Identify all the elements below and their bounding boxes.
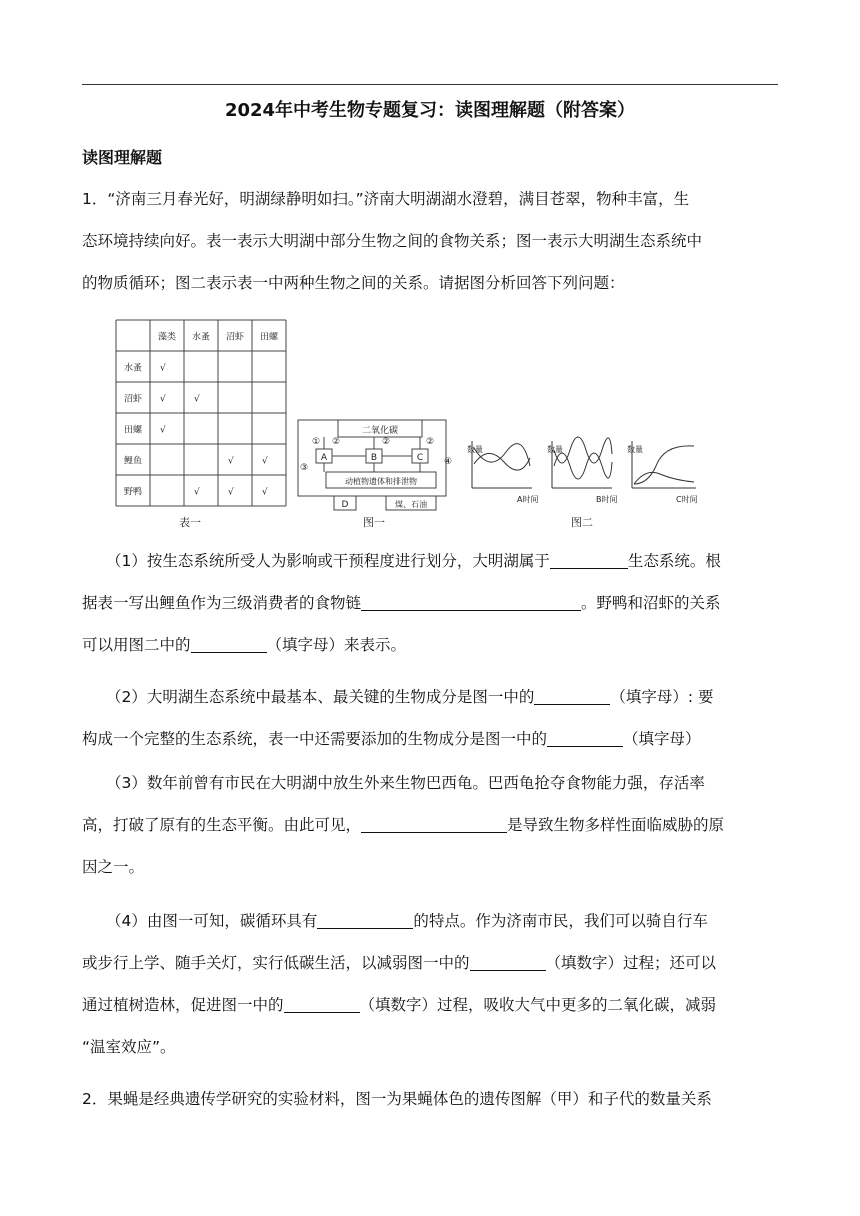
figure2-caption: 图二 bbox=[571, 516, 593, 529]
text-run: 或步行上学、随手关灯，实行低碳生活，以减弱图一中的 bbox=[82, 954, 470, 972]
text-run: 的特点。作为济南市民，我们可以骑自行车 bbox=[413, 912, 708, 930]
table-cell-check: √ bbox=[194, 487, 200, 498]
text-line: 1．“济南三月春光好，明湖绿静明如扫。”济南大明湖湖水澄碧，满目苍翠，物种丰富，生 bbox=[82, 190, 690, 208]
node-a: A bbox=[320, 453, 328, 463]
table-row-header: 野鸭 bbox=[123, 487, 143, 498]
answer-blank[interactable] bbox=[191, 634, 267, 653]
table-cell-check: √ bbox=[160, 363, 166, 374]
table-cell-check: √ bbox=[194, 394, 200, 405]
text-line bbox=[82, 718, 782, 760]
graph-b-ylabel: 数量 bbox=[547, 445, 563, 454]
text-line bbox=[82, 804, 782, 846]
co2-label: 二氧化碳 bbox=[361, 426, 399, 436]
process-label: ② bbox=[332, 437, 341, 447]
text-line: （3）数年前曾有市民在大明湖中放生外来生物巴西龟。巴西龟抢夺食物能力强，存活率 bbox=[106, 774, 705, 792]
page-title: 2024年中考生物专题复习：读图理解题（附答案） bbox=[224, 100, 636, 121]
text-line: 因之一。 bbox=[82, 858, 145, 876]
question-2-intro bbox=[82, 1078, 782, 1120]
process-label: ② bbox=[382, 437, 391, 447]
answer-blank[interactable] bbox=[317, 910, 413, 929]
fossil-label: 煤、石油 bbox=[395, 500, 427, 509]
text-line bbox=[82, 540, 782, 582]
text-run: 构成一个完整的生态系统，表一中还需要添加的生物成分是图一中的 bbox=[82, 730, 548, 748]
text-line bbox=[82, 676, 782, 718]
text-run: （1）按生态系统所受人为影响或干预程度进行划分，大明湖属于 bbox=[106, 552, 550, 570]
text-line bbox=[82, 984, 782, 1026]
text-run: （2）大明湖生态系统中最基本、最关键的生物成分是图一中的 bbox=[106, 688, 535, 706]
table-row-header: 沼虾 bbox=[123, 394, 143, 405]
text-run: 据表一写出鲤鱼作为三级消费者的食物链 bbox=[82, 594, 362, 612]
food-table bbox=[116, 320, 286, 506]
process-label: ③ bbox=[300, 463, 309, 473]
text-run: （填数字）过程，吸收大气中更多的二氧化碳，减弱 bbox=[359, 996, 717, 1014]
text-run: （填字母）来表示。 bbox=[266, 636, 407, 654]
node-c: C bbox=[416, 453, 424, 463]
table-row-header: 鲤鱼 bbox=[123, 456, 143, 467]
text-run: （4）由图一可知，碳循环具有 bbox=[106, 912, 318, 930]
graph-c-ylabel: 数量 bbox=[627, 445, 643, 454]
graph-b-label: B时间 bbox=[596, 495, 618, 504]
relation-graphs bbox=[472, 437, 696, 488]
table-column-header: 藻类 bbox=[157, 332, 177, 343]
text-line bbox=[82, 942, 782, 984]
node-b: B bbox=[370, 453, 378, 463]
text-run: 高，打破了原有的生态平衡。由此可见， bbox=[82, 816, 362, 834]
header-rule bbox=[82, 84, 778, 85]
answer-blank[interactable] bbox=[534, 686, 610, 705]
table-column-header: 水蚤 bbox=[191, 332, 211, 343]
table-cell-check: √ bbox=[160, 394, 166, 405]
process-label: ① bbox=[312, 437, 321, 447]
question-1-intro bbox=[82, 178, 782, 304]
figure-svg bbox=[112, 316, 722, 536]
question-1-part-2 bbox=[82, 676, 782, 760]
table-caption: 表一 bbox=[179, 516, 201, 529]
text-line: 的物质循环；图二表示表一中两种生物之间的关系。请据图分析回答下列问题： bbox=[82, 274, 625, 292]
table-row-header: 田螺 bbox=[123, 425, 143, 436]
table-column-header: 田螺 bbox=[259, 332, 279, 343]
question-1-part-3 bbox=[82, 762, 782, 888]
table-cell-check: √ bbox=[228, 487, 234, 498]
text-run: 可以用图二中的 bbox=[82, 636, 191, 654]
text-run: 是导致生物多样性面临威胁的原 bbox=[507, 816, 725, 834]
text-line: “温室效应”。 bbox=[82, 1038, 176, 1056]
process-label: ② bbox=[426, 437, 435, 447]
answer-blank[interactable] bbox=[284, 994, 360, 1013]
node-d: D bbox=[341, 500, 349, 510]
text-line bbox=[82, 582, 782, 624]
text-run: 。野鸭和沼虾的关系 bbox=[581, 594, 721, 612]
answer-blank[interactable] bbox=[547, 728, 623, 747]
answer-blank[interactable] bbox=[361, 814, 507, 833]
table-row-header: 水蚤 bbox=[123, 363, 143, 374]
text-run: 生态系统。根 bbox=[627, 552, 721, 570]
process-label: ④ bbox=[444, 457, 453, 467]
text-line: 2．果蝇是经典遗传学研究的实验材料，图一为果蝇体色的遗传图解（甲）和子代的数量关系 bbox=[82, 1090, 712, 1108]
text-line bbox=[82, 900, 782, 942]
table-column-header: 沼虾 bbox=[225, 332, 245, 343]
graph-a-label: A时间 bbox=[517, 495, 539, 504]
text-run: 通过植树造林，促进图一中的 bbox=[82, 996, 284, 1014]
question-1-part-1 bbox=[82, 540, 782, 666]
answer-blank[interactable] bbox=[550, 550, 628, 569]
graph-a-ylabel: 数量 bbox=[467, 445, 483, 454]
answer-blank[interactable] bbox=[361, 592, 581, 611]
answer-blank[interactable] bbox=[470, 952, 546, 971]
figure1-caption: 图一 bbox=[363, 516, 385, 529]
text-run: （填字母） bbox=[623, 730, 701, 748]
table-cell-check: √ bbox=[262, 456, 268, 467]
table-cell-check: √ bbox=[160, 425, 166, 436]
table-cell-check: √ bbox=[262, 487, 268, 498]
text-run: （填字母）: 要 bbox=[610, 688, 714, 706]
text-line bbox=[82, 624, 782, 666]
question-1-part-4 bbox=[82, 900, 782, 1068]
table-cell-check: √ bbox=[228, 456, 234, 467]
section-heading: 读图理解题 bbox=[82, 148, 163, 167]
graph-c-label: C时间 bbox=[676, 495, 698, 504]
remains-label: 动植物遗体和排泄物 bbox=[345, 477, 417, 486]
text-line: 态环境持续向好。表一表示大明湖中部分生物之间的食物关系；图一表示大明湖生态系统中 bbox=[82, 232, 703, 250]
figure-area bbox=[112, 316, 722, 536]
text-run: （填数字）过程；还可以 bbox=[545, 954, 717, 972]
